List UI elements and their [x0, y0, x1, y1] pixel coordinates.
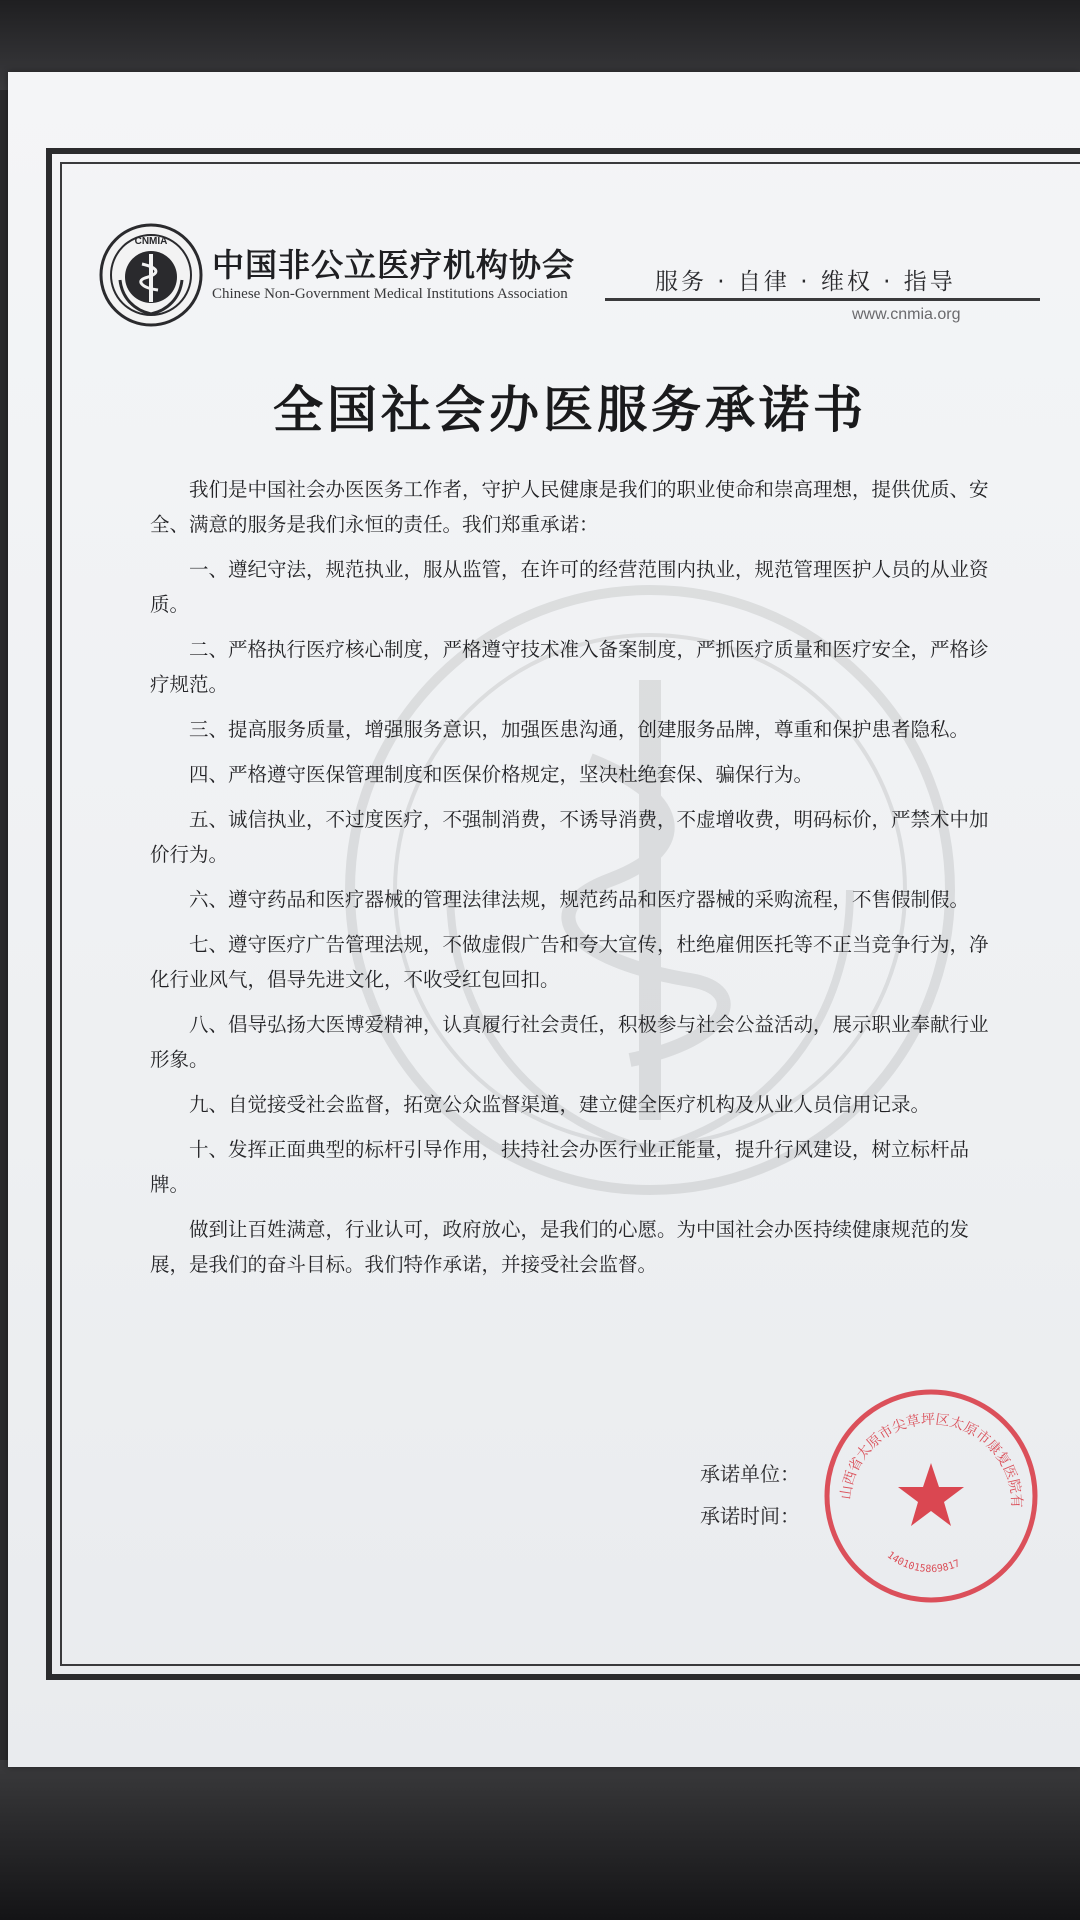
- website-url: www.cnmia.org: [852, 306, 961, 323]
- logo-text: CNMIA: [134, 236, 168, 247]
- org-name-en: Chinese Non-Government Medical Institutions Association: [212, 286, 568, 302]
- sign-time-label: 承诺时间：: [700, 1504, 800, 1528]
- paragraph-item-1: 一、遵纪守法，规范执业，服从监管，在许可的经营范围内执业，规范管理医护人员的从业资质。: [150, 558, 989, 616]
- svg-text:1401015869817: [885, 1550, 962, 1575]
- official-seal: [820, 1385, 1042, 1607]
- paragraph-item-10: 十、发挥正面典型的标杆引导作用，扶持社会办医行业正能量，提升行风建设，树立标杆品牌。: [150, 1138, 970, 1196]
- paragraph-item-5: 五、诚信执业，不过度医疗，不强制消费，不诱导消费，不虚增收费，明码标价，严禁术中加价行为。: [150, 808, 989, 866]
- paragraph-intro: 我们是中国社会办医医务工作者，守护人民健康是我们的职业使命和崇高理想，提供优质、安全、满意的服务是我们永恒的责任。我们郑重承诺：: [150, 478, 989, 536]
- org-name-cn: 中国非公立医疗机构协会: [212, 246, 576, 284]
- paragraph-item-7: 七、遵守医疗广告管理法规，不做虚假广告和夸大宣传，杜绝雇佣医托等不正当竞争行为，净化行业风气，倡导先进文化，不收受红包回扣。: [150, 933, 989, 991]
- paragraph-item-4: 四、严格遵守医保管理制度和医保价格规定，坚决杜绝套保、骗保行为。: [189, 763, 814, 786]
- paragraph-item-3: 三、提高服务质量，增强服务意识，加强医患沟通，创建服务品牌，尊重和保护患者隐私。: [189, 718, 970, 741]
- paragraph-item-6: 六、遵守药品和医疗器械的管理法律法规，规范药品和医疗器械的采购流程，不售假制假。: [189, 888, 970, 911]
- paragraph-closing: 做到让百姓满意，行业认可，政府放心，是我们的心愿。为中国社会办医持续健康规范的发展，是我们的奋斗目标。我们特作承诺，并接受社会监督。: [150, 1218, 970, 1276]
- seal-number: 1401015869817: [884, 1549, 962, 1576]
- document-body: [150, 472, 1000, 1292]
- slogan-underline: [605, 298, 1040, 301]
- background-bottom: [0, 1760, 1080, 1920]
- sign-unit-label: 承诺单位：: [700, 1462, 800, 1486]
- association-logo: [98, 222, 204, 328]
- paragraph-item-9: 九、自觉接受社会监督，拓宽公众监督渠道，建立健全医疗机构及从业人员信用记录。: [189, 1093, 931, 1116]
- document-title: 全国社会办医服务承诺书: [273, 380, 867, 439]
- paragraph-item-2: 二、严格执行医疗核心制度，严格遵守技术准入备案制度，严抓医疗质量和医疗安全，严格诊疗规范。: [150, 638, 989, 696]
- slogan: 服务 · 自律 · 维权 · 指导: [655, 269, 956, 295]
- paragraph-item-8: 八、倡导弘扬大医博爱精神，认真履行社会责任，积极参与社会公益活动，展示职业奉献行业形象。: [150, 1013, 989, 1071]
- seal-text: 山西省太原市尖草坪区太原市康复医院有: [837, 1411, 1025, 1509]
